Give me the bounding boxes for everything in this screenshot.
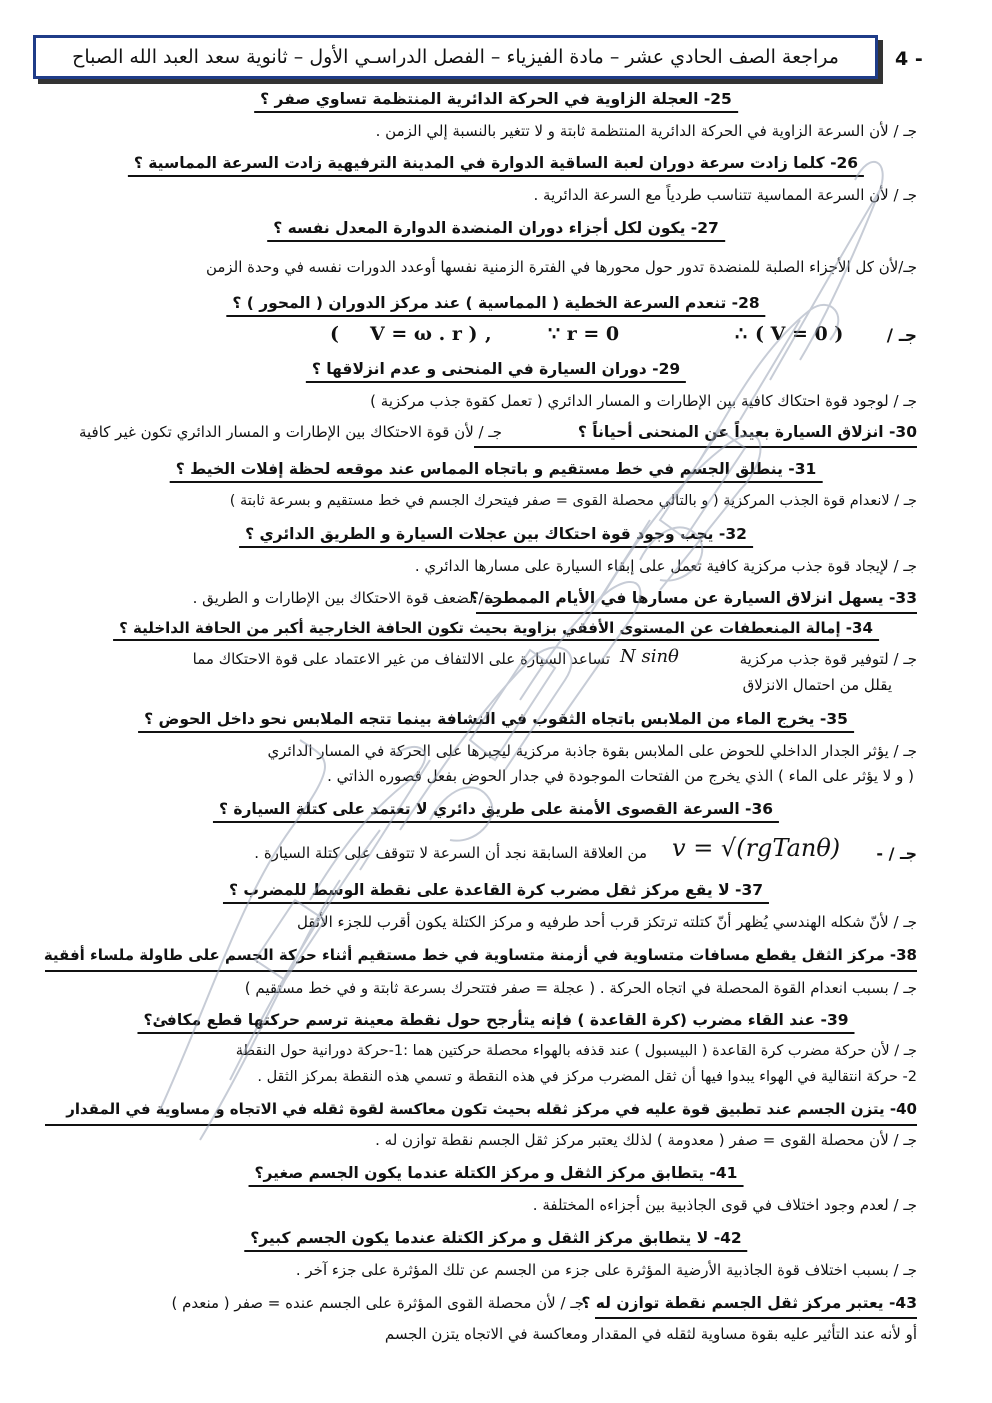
question-36: 36- السرعة القصوى الأمنة على طريق دائري لا تعتمد على كتلة السيارة ؟ — [213, 802, 779, 823]
answer-32: جـ / لإيجاد قوة جذب مركزية كافية تعمل على إبقاء السيارة على مسارها الدائري . — [414, 557, 917, 575]
question-41: 41- يتطابق مركز الثقل و مركز الكتلة عندما يكون الجسم صغير؟ — [249, 1166, 744, 1187]
answer-34-line2: يقلل من احتمال الانزلاق — [742, 676, 892, 694]
page-number: 4 - — [895, 48, 923, 70]
question-34: 34- إمالة المنعطفات عن المستوى الأفقي بزاوية بحيث تكون الحافة الخارجية أكبر من الحافة الداخلية ؟ — [113, 621, 879, 641]
question-30: 30- انزلاق السيارة بعيداً عن المنحنى أحياناً ؟ — [577, 423, 917, 441]
question-31: 31- ينطلق الجسم في خط مستقيم و باتجاه المماس عند موقعه لحظة إفلات الخيط ؟ — [170, 462, 823, 483]
answer-25: جـ / لأن السرعة الزاوية في الحركة الدائرية المنتظمة ثابتة و لا تتغير بالنسبة إلي الزمن . — [375, 122, 917, 140]
answer-35-line2: ( و لا يؤثر على الماء ) الذي يخرج من الفتحات الموجودة في جدار الحوض بفعل قصوره الذاتي . — [327, 767, 914, 785]
question-42: 42- لا يتطابق مركز الثقل و مركز الكتلة عندما يكون الجسم كبير؟ — [244, 1231, 747, 1252]
question-38: 38- مركز الثقل يقطع مسافات متساوية في أزمنة متساوية في خط مستقيم أثناء حركة الجسم على طاولة ملساء أفقية — [43, 946, 917, 964]
question-43-underline — [595, 1317, 917, 1319]
answer-28-open: ( — [330, 323, 339, 345]
answer-34-formula: N sinθ — [620, 646, 679, 667]
question-33-underline — [476, 612, 917, 614]
answer-40: جـ / لأن محصلة القوى = صفر ( معدومة ) لذلك يعتبر مركز ثقل الجسم نقطة توازن له . — [375, 1131, 917, 1149]
question-40-underline — [45, 1124, 917, 1126]
answer-28-therefore: ∴ — [735, 323, 748, 345]
answer-33: جـ / لضعف قوة الاحتكاك بين الإطارات و الطريق . — [192, 589, 502, 607]
answer-38: جـ / بسبب انعدام القوة المحصلة في اتجاه الحركة . ( عجلة = صفر فتتحرك بسرعة ثابتة و في خط مستقيم ) — [244, 979, 917, 997]
answer-28-prefix: جـ / — [886, 326, 917, 346]
question-43: 43- يعتبر مركز ثقل الجسم نقطة توازن له ؟ — [581, 1294, 917, 1312]
answer-34-prefix: جـ / لتوفير قوة جذب مركزية — [739, 650, 917, 668]
answer-35-line1: جـ / يؤثر الجدار الداخلي للحوض على الملابس بقوة جاذبة مركزية ليجبرها على الحركة في المسار الدائري — [267, 742, 917, 760]
answer-34-suffix: تساعد السيارة على الالتفاف من غير الاعتماد على قوة الاحتكاك مما — [192, 650, 610, 668]
answer-31: جـ / لانعدام قوة الجذب المركزية ( و بالتالي محصلة القوى = صفر فيتحرك الجسم في خط مستقيم و بسرعة ثابتة ) — [229, 493, 917, 509]
answer-37: جـ / لأنّ شكله الهندسي يُظهر أنّ كتلته ترتكز قرب أحد طرفيه و مركز الكتلة يكون أقرب للجزء الأثقل — [296, 913, 917, 931]
question-32: 32- يجب وجود قوة احتكاك بين عجلات السيارة و الطريق الدائري ؟ — [239, 527, 753, 548]
answer-39-line1: جـ / لأن حركة مضرب كرة القاعدة ( البيسبول ) عند قذفه بالهواء محصلة حركتين هما :1-حركة دورانية حول النقطة — [235, 1043, 917, 1059]
answer-41: جـ / لعدم وجود اختلاف في قوى الجاذبية بين أجزاءه المختلفة . — [532, 1196, 917, 1214]
question-25: 25- العجلة الزاوية في الحركة الدائرية المنتظمة تساوي صفر ؟ — [254, 92, 738, 113]
answer-42: جـ / بسبب اختلاف قوة الجاذبية الأرضية المؤثرة على جزء من الجسم عن تلك المؤثرة على جزء آخر . — [295, 1261, 917, 1279]
question-35: 35- يخرج الماء من الملابس باتجاه الثقوب في النشافة بينما تتجه الملابس نحو داخل الحوض ؟ — [138, 712, 854, 733]
answer-39-line2: 2- حركة انتقالية في الهواء يبدوا فيها أن ثقل المضرب مركز في هذه النقطة و تسمي هذه النقطة بمركز الثقل . — [257, 1069, 917, 1085]
answer-28-eq2: ∵ r = 0 — [548, 323, 620, 345]
answer-28-eq3: V = ω . r ) — [370, 323, 478, 345]
header-box — [33, 35, 878, 79]
answer-43-line2: أو لأنه عند التأثير عليه بقوة مساوية لثقله في المقدار ومعاكسة في الاتجاه يتزن الجسم — [384, 1325, 917, 1343]
question-40: 40- يتزن الجسم عند تطبيق قوة عليه في مركز ثقله بحيث تكون معاكسة لقوة ثقله في الاتجاه و مساوية في المقدار — [66, 1100, 917, 1118]
answer-36-prefix: جـ / - — [876, 844, 917, 863]
answer-36-formula: v = √(rgTanθ) — [672, 834, 841, 862]
question-27: 27- يكون لكل أجزاء دوران المنضدة الدوارة المعدل نفسه ؟ — [267, 221, 725, 242]
question-29: 29- دوران السيارة في المنحنى و عدم انزلاقها ؟ — [306, 362, 686, 383]
question-26: 26- كلما زادت سرعة دوران لعبة الساقية الدوارة في المدينة الترفيهية زادت السرعة المماسية ؟ — [128, 156, 864, 177]
answer-43: جـ / لأن محصلة القوى المؤثرة على الجسم عنده = صفر ( منعدم ) — [171, 1294, 584, 1312]
question-39: 39- عند القاء مضرب (كرة القاعدة ) فإنه يتأرجح حول نقطة معينة ترسم حركتها قطع مكافئ؟ — [137, 1013, 854, 1034]
answer-26: جـ / لأن السرعة المماسية تتناسب طردياً مع السرعة الدائرية . — [533, 186, 917, 204]
question-28: 28- تنعدم السرعة الخطية ( المماسية ) عند مركز الدوران ( المحور ) ؟ — [226, 296, 765, 317]
answer-36-text: من العلاقة السابقة نجد أن السرعة لا تتوقف على كتلة السيارة . — [254, 844, 647, 862]
answer-27: جـ/لأن كل الأجزاء الصلبة للمنضدة تدور حول محورها في الفترة الزمنية نفسها أوعدد الدورات نفسه في وحدة الزمن — [205, 258, 917, 276]
question-33: 33- يسهل انزلاق السيارة عن مسارها في الأيام الممطرة ؟ — [469, 589, 917, 607]
answer-30: جـ / لأن قوة الاحتكاك بين الإطارات و المسار الدائري تكون غير كافية — [78, 423, 502, 441]
answer-28-eq1: ( V = 0 ) — [755, 323, 844, 345]
answer-28-comma: , — [485, 323, 492, 345]
header-title: مراجعة الصف الحادي عشر – مادة الفيزياء – الفصل الدراسـي الأول – ثانوية سعد العبد الله الصباح — [72, 46, 839, 68]
answer-29: جـ / لوجود قوة احتكاك كافية بين الإطارات و المسار الدائري ( تعمل كقوة جذب مركزية ) — [370, 392, 917, 410]
question-38-underline — [45, 970, 917, 972]
question-37: 37- لا يقع مركز ثقل مضرب كرة القاعدة على نقطة الوسط للمضرب ؟ — [223, 883, 769, 904]
question-30-underline — [474, 446, 917, 448]
